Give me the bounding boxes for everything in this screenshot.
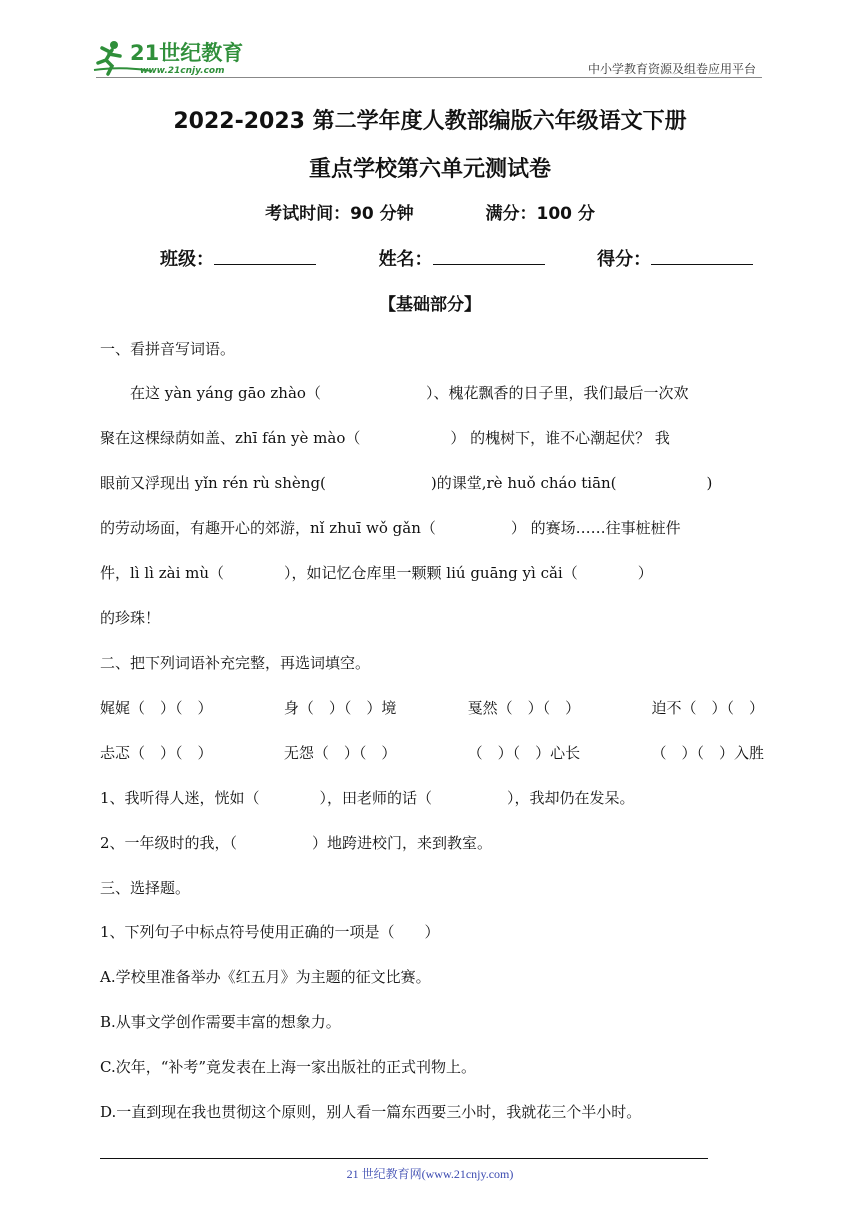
q3-question: 1、下列句子中标点符号使用正确的一项是（ ）: [100, 923, 440, 941]
q1-heading: 一、看拼音写词语。: [100, 340, 236, 358]
footer-divider: [100, 1158, 708, 1159]
score-blank[interactable]: [651, 246, 753, 265]
name-blank[interactable]: [433, 246, 545, 265]
q1-line: 的珍珠！: [100, 609, 161, 627]
header-divider: [96, 77, 762, 78]
q1-line: 眼前又浮现出 yǐn rén rù shèng( )的课堂,rè huǒ cháo tiān( ): [100, 474, 713, 492]
exam-info: [0, 199, 860, 224]
student-info-fields: [160, 245, 753, 271]
idiom-blank[interactable]: （ ）（ ）心长: [467, 744, 581, 762]
q3-option-c: C.次年，“补考”竟发表在上海一家出版社的正式刊物上。: [100, 1058, 477, 1076]
document-title: 2022-2023 第二学年度人教部编版六年级语文下册: [173, 109, 687, 134]
q2-sentence-2: 2、一年级时的我，（ ）地跨进校门，来到教室。: [100, 834, 493, 852]
section-heading-basic: 【基础部分】: [379, 295, 481, 315]
q1-line: 件，lì lì zài mù（ ），如记忆仓库里一颗颗 liú guāng yì cǎi（ ）: [100, 564, 653, 582]
class-blank[interactable]: [214, 246, 316, 265]
idiom-blank[interactable]: 迫不（ ）（ ）: [651, 699, 764, 717]
q1-line: 在这 yàn yáng gāo zhào（ ）、槐花飘香的日子里，我们最后一次欢: [100, 384, 689, 402]
exam-time: 考试时间：90 分钟: [265, 204, 414, 224]
svg-text:21世纪教育: 21世纪教育: [130, 41, 244, 65]
name-label: 姓名：: [378, 249, 433, 270]
document-subtitle: 重点学校第六单元测试卷: [308, 157, 551, 182]
q3-option-a: A.学校里准备举办《红五月》为主题的征文比赛。: [100, 968, 431, 986]
q2-heading: 二、把下列词语补充完整，再选词填空。: [100, 654, 371, 672]
q3-option-b: B.从事文学创作需要丰富的想象力。: [100, 1013, 341, 1031]
idiom-blank[interactable]: （ ）（ ）入胜: [651, 744, 764, 762]
svg-text:www.21cnjy.com: www.21cnjy.com: [140, 66, 225, 76]
platform-name: 中小学教育资源及组卷应用平台: [587, 62, 756, 76]
exam-score: 满分：100 分: [485, 204, 595, 224]
footer-link[interactable]: 21 世纪教育网(www.21cnjy.com): [346, 1167, 514, 1181]
q2-word-row: [100, 742, 764, 763]
q2-sentence-1: 1、我听得人迷，恍如（ ），田老师的话（ ），我却仍在发呆。: [100, 789, 635, 807]
idiom-blank[interactable]: 戛然（ ）（ ）: [467, 699, 581, 717]
q1-line: 聚在这棵绿荫如盖、zhī fán yè mào（ ） 的槐树下，谁不心潮起伏？ 我: [100, 429, 670, 447]
runner-logo-icon: [92, 36, 262, 78]
q3-heading: 三、选择题。: [100, 879, 191, 897]
idiom-blank[interactable]: 无怨（ ）（ ）: [283, 744, 397, 762]
site-logo: [92, 36, 262, 78]
idiom-blank[interactable]: 忐忑（ ）（ ）: [100, 744, 213, 762]
idiom-blank[interactable]: 身（ ）（ ）境: [283, 699, 397, 717]
idiom-blank[interactable]: 娓娓（ ）（ ）: [100, 699, 213, 717]
q2-word-row: [100, 697, 764, 718]
score-label: 得分：: [597, 249, 652, 270]
class-label: 班级：: [160, 249, 214, 270]
q3-option-d: D.一直到现在我也贯彻这个原则，别人看一篇东西要三小时，我就花三个半小时。: [100, 1103, 642, 1121]
q1-line: 的劳动场面，有趣开心的郊游，nǐ zhuī wǒ gǎn（ ） 的赛场……往事桩桩件: [100, 519, 681, 537]
